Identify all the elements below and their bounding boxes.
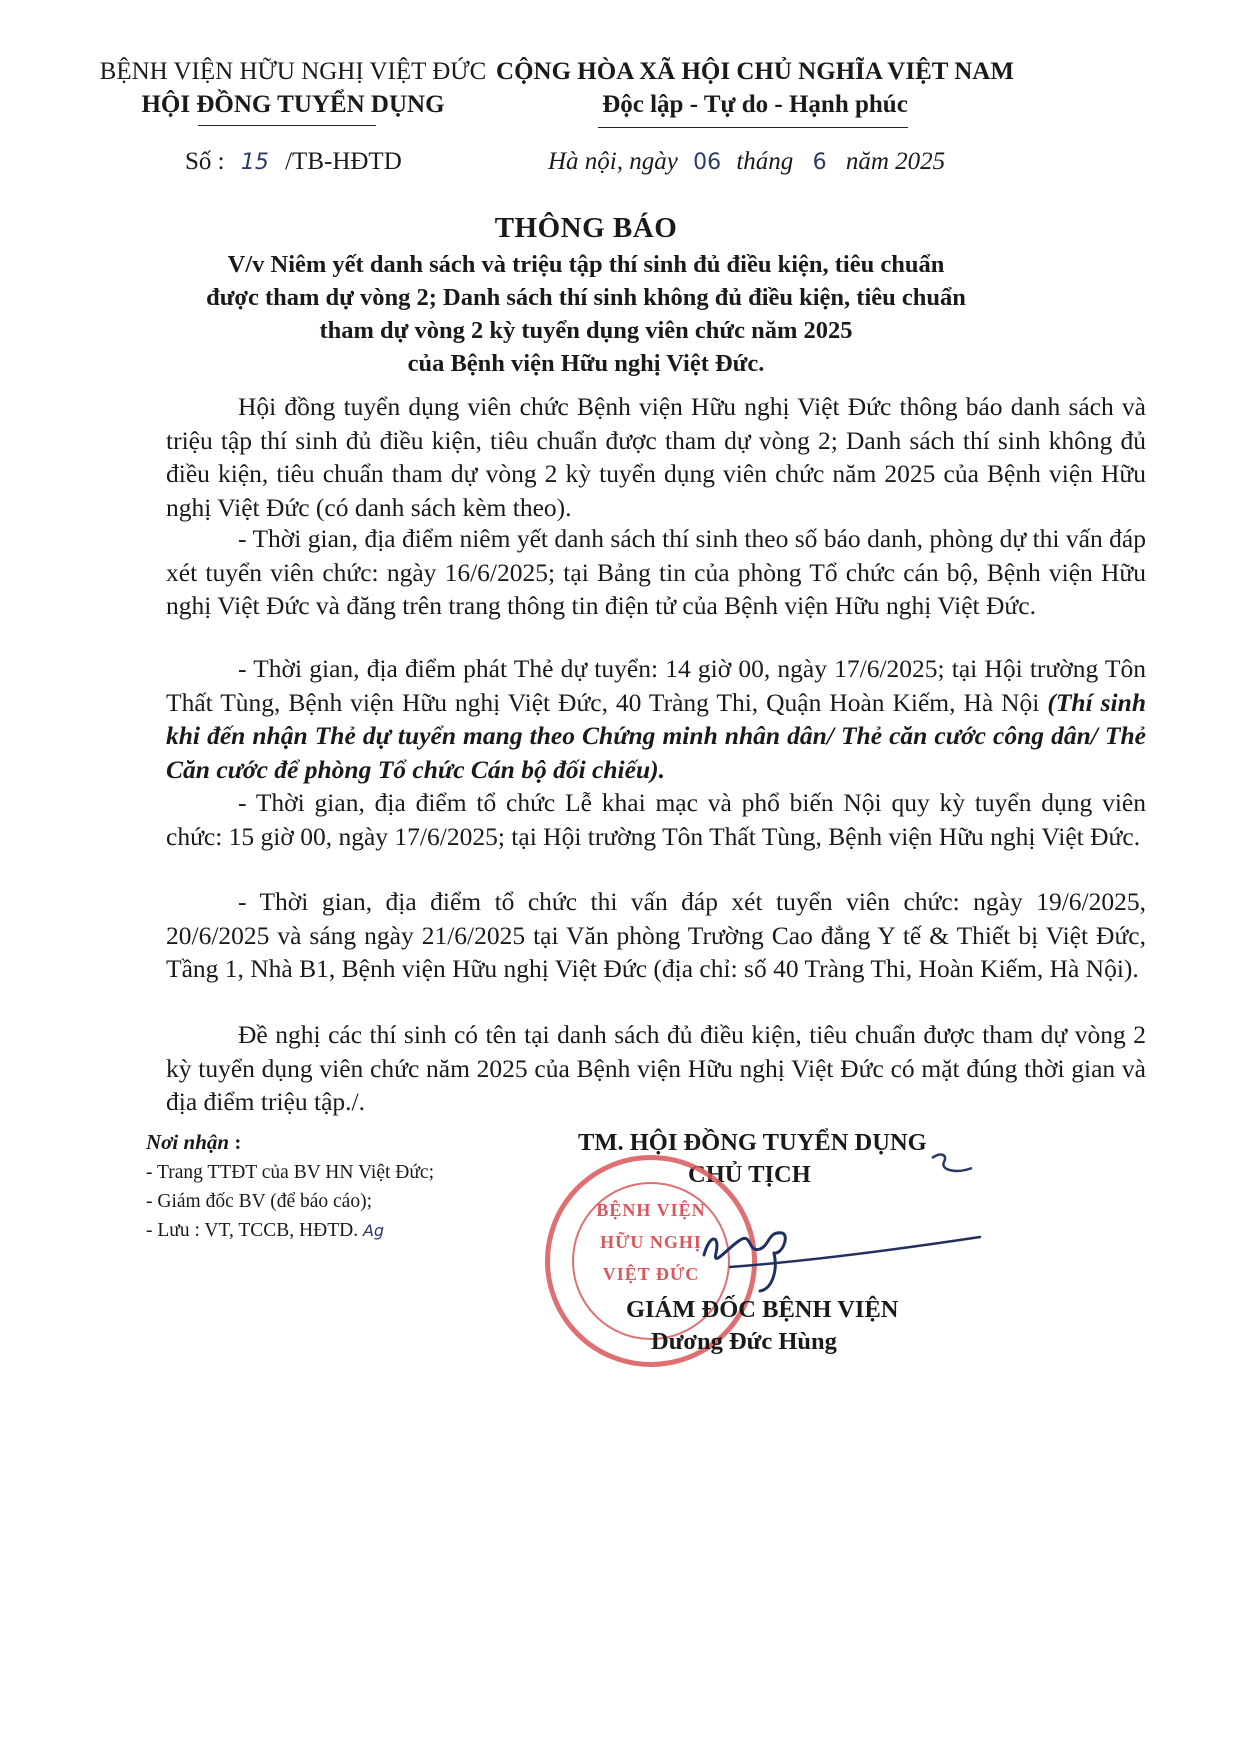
body-paragraph-exam: - Thời gian, địa điểm tổ chức thi vấn đáp xét tuyển viên chức: ngày 19/6/2025, 20/6/2025 và sáng ngày 21/6/2025 tại Văn phòng Trường Cao đẳng Y tế & Thiết bị Việt Đức, Tầng 1, Nhà B1, Bệnh viện Hữu nghị Việt Đức (địa chỉ: số 40 Tràng Thi, Hoàn Kiếm, Hà Nội).: [166, 887, 1146, 983]
document-title: THÔNG BÁO: [494, 212, 678, 244]
date-month-label: tháng: [736, 148, 794, 175]
handwritten-signature-icon: [690, 1205, 990, 1295]
seal-line-3: VIỆT ĐỨC: [602, 1264, 700, 1284]
body-paragraph-closing: Đề nghị các thí sinh có tên tại danh sách đủ điều kiện, tiêu chuẩn được tham dự vòng 2 kỳ tuyển dụng viên chức năm 2025 của Bệnh viện Hữu nghị Việt Đức có mặt đúng thời gian và địa điểm triệu tập./.: [166, 1020, 1146, 1116]
date-month: 6: [812, 150, 827, 175]
body-paragraph-opening: - Thời gian, địa điểm tổ chức Lễ khai mạc và phổ biến Nội quy kỳ tuyển dụng viên chức: 15 giờ 00, ngày 17/6/2025; tại Hội trường Tôn Thất Tùng, Bệnh viện Hữu nghị Việt Đức.: [166, 788, 1146, 851]
subject-line: được tham dự vòng 2; Danh sách thí sinh không đủ điều kiện, tiêu chuẩn: [206, 284, 966, 311]
signature-role: CHỦ TỊCH: [688, 1161, 811, 1188]
recipient-item: - Trang TTĐT của BV HN Việt Đức;: [146, 1162, 434, 1183]
issuer-dept: HỘI ĐỒNG TUYỂN DỤNG: [141, 91, 445, 118]
signatory-position: GIÁM ĐỐC BỆNH VIỆN: [626, 1296, 899, 1323]
seal-line-2: HỮU NGHỊ: [600, 1232, 702, 1252]
recipients-title: Nơi nhận: [146, 1130, 230, 1154]
country-name: CỘNG HÒA XÃ HỘI CHỦ NGHĨA VIỆT NAM: [496, 58, 1014, 85]
reference-suffix: /TB-HĐTD: [285, 148, 402, 175]
date-day: 06: [693, 150, 722, 175]
subject-line: V/v Niêm yết danh sách và triệu tập thí sinh đủ điều kiện, tiêu chuẩn: [227, 251, 945, 278]
reference-number: [185, 145, 402, 180]
body-paragraph-intro: Hội đồng tuyển dụng viên chức Bệnh viện Hữu nghị Việt Đức thông báo danh sách và triệu tập thí sinh đủ điều kiện, tiêu chuẩn được tham dự vòng 2; Danh sách thí sinh không đủ điều kiện, tiêu chuẩn tham dự vòng 2 kỳ tuyển dụng viên chức năm 2025 của Bệnh viện Hữu nghị Việt Đức (có danh sách kèm theo).: [166, 392, 1146, 522]
reference-handwritten: 15: [240, 150, 269, 175]
date-year: năm 2025: [845, 148, 946, 175]
subject-line: tham dự vòng 2 kỳ tuyển dụng viên chức năm 2025: [319, 317, 853, 344]
issuer-org: BỆNH VIỆN HỮU NGHỊ VIỆT ĐỨC: [99, 58, 487, 85]
card-issue-text: - Thời gian, địa điểm phát Thẻ dự tuyển: 14 giờ 00, ngày 17/6/2025; tại Hội trường Tôn Thất Tùng, Bệnh viện Hữu nghị Việt Đức, 40 Tràng Thi, Quận Hoàn Kiếm, Hà Nội: [166, 654, 1146, 717]
card-issue-note: (Thí sinh khi đến nhận Thẻ dự tuyển mang theo Chứng minh nhân dân/ Thẻ căn cước công dân/ Thẻ Căn cước để phòng Tổ chức Cán bộ đối chiếu).: [166, 687, 1146, 784]
recipients-title-suffix: :: [229, 1130, 242, 1154]
drafter-initials: Ag: [362, 1221, 385, 1240]
date-place: Hà nội, ngày: [548, 148, 678, 175]
header-right-rule: [598, 127, 908, 128]
recipient-item: - Giám đốc BV (để báo cáo);: [146, 1191, 372, 1212]
signature-on-behalf: TM. HỘI ĐỒNG TUYỂN DỤNG: [578, 1129, 927, 1156]
body-paragraph-posting: - Thời gian, địa điểm niêm yết danh sách thí sinh theo số báo danh, phòng dự thi vấn đáp xét tuyển viên chức: ngày 16/6/2025; tại Bảng tin của phòng Tổ chức cán bộ, Bệnh viện Hữu nghị Việt Đức và đăng trên trang thông tin điện tử của Bệnh viện Hữu nghị Việt Đức.: [166, 524, 1146, 620]
subject-line: của Bệnh viện Hữu nghị Việt Đức.: [407, 350, 765, 377]
body-paragraph-card-issue: [166, 652, 1146, 786]
document-subject: [100, 248, 1072, 380]
recipient-item-text: - Lưu : VT, TCCB, HĐTD.: [146, 1220, 359, 1241]
issue-date: [548, 145, 945, 180]
header-left-rule: [198, 125, 376, 126]
country-motto: Độc lập - Tự do - Hạnh phúc: [602, 91, 908, 118]
initial-mark-icon: [928, 1148, 978, 1184]
signatory-name: Dương Đức Hùng: [651, 1328, 837, 1355]
reference-prefix: Số :: [185, 148, 225, 175]
seal-line-1: BỆNH VIỆN: [596, 1200, 706, 1220]
